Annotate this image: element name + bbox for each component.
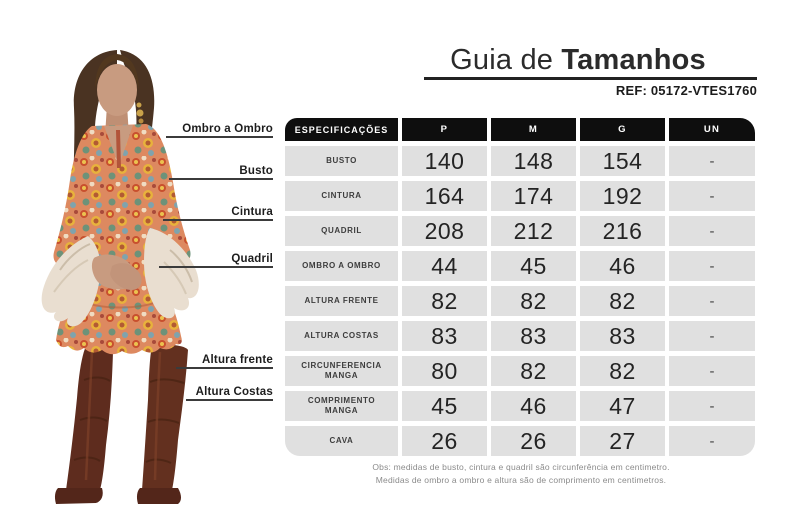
unit-cell: - xyxy=(669,426,755,456)
pointer-line-quadril xyxy=(159,253,273,268)
value-cell: 46 xyxy=(580,251,665,281)
column-header-g: G xyxy=(580,118,665,141)
page-title-regular: Guia de xyxy=(450,44,554,76)
spec-cell: OMBRO A OMBRO xyxy=(285,251,398,281)
value-cell: 80 xyxy=(402,356,487,386)
value-cell: 83 xyxy=(402,321,487,351)
unit-cell: - xyxy=(669,251,755,281)
value-cell: 174 xyxy=(491,181,576,211)
value-cell: 44 xyxy=(402,251,487,281)
label-busto: Busto xyxy=(239,165,273,177)
unit-cell: - xyxy=(669,181,755,211)
pointer-line-cintura xyxy=(163,206,273,221)
value-cell: 83 xyxy=(580,321,665,351)
product-reference: REF: 05172-VTES1760 xyxy=(615,83,757,98)
value-cell: 82 xyxy=(580,286,665,316)
value-cell: 164 xyxy=(402,181,487,211)
label-altura-frente: Altura frente xyxy=(202,354,273,366)
page-title xyxy=(398,44,758,77)
value-cell: 82 xyxy=(491,286,576,316)
notes-line-2: Medidas de ombro a ombro e altura são de comprimento em centimetros. xyxy=(375,474,667,485)
page-title-bold: Tamanhos xyxy=(561,44,706,76)
boots-illustration xyxy=(55,345,188,504)
title-underline xyxy=(424,77,757,80)
pointer-line-altura-frente xyxy=(176,354,273,369)
value-cell: 47 xyxy=(580,391,665,421)
spec-cell: BUSTO xyxy=(285,146,398,176)
value-cell: 148 xyxy=(491,146,576,176)
measurement-notes xyxy=(300,461,742,487)
size-table xyxy=(285,118,755,456)
value-cell: 45 xyxy=(402,391,487,421)
spec-cell: CAVA xyxy=(285,426,398,456)
value-cell: 46 xyxy=(491,391,576,421)
unit-cell: - xyxy=(669,146,755,176)
value-cell: 27 xyxy=(580,426,665,456)
label-ombro-a-ombro: Ombro a Ombro xyxy=(182,123,273,135)
value-cell: 83 xyxy=(491,321,576,351)
unit-cell: - xyxy=(669,356,755,386)
pointer-line-ombro-a-ombro xyxy=(166,123,273,138)
value-cell: 26 xyxy=(402,426,487,456)
pointer-line-altura-costas xyxy=(186,386,273,401)
value-cell: 208 xyxy=(402,216,487,246)
column-header-p: P xyxy=(402,118,487,141)
value-cell: 154 xyxy=(580,146,665,176)
value-cell: 82 xyxy=(402,286,487,316)
unit-cell: - xyxy=(669,321,755,351)
column-header-m: M xyxy=(491,118,576,141)
unit-cell: - xyxy=(669,216,755,246)
value-cell: 26 xyxy=(491,426,576,456)
value-cell: 140 xyxy=(402,146,487,176)
column-header-especificacoes: ESPECIFICAÇÕES xyxy=(285,118,398,141)
unit-cell: - xyxy=(669,286,755,316)
value-cell: 212 xyxy=(491,216,576,246)
value-cell: 82 xyxy=(491,356,576,386)
label-cintura: Cintura xyxy=(231,206,273,218)
notes-line-1: Obs: medidas de busto, cintura e quadril são circunferência em centimetro. xyxy=(372,462,670,472)
spec-cell: QUADRIL xyxy=(285,216,398,246)
value-cell: 216 xyxy=(580,216,665,246)
spec-cell: ALTURA COSTAS xyxy=(285,321,398,351)
spec-cell: ALTURA FRENTE xyxy=(285,286,398,316)
spec-cell: CINTURA xyxy=(285,181,398,211)
value-cell: 192 xyxy=(580,181,665,211)
value-cell: 45 xyxy=(491,251,576,281)
spec-cell: CIRCUNFERENCIA MANGA xyxy=(285,356,398,386)
unit-cell: - xyxy=(669,391,755,421)
pointer-line-busto xyxy=(169,165,273,180)
label-altura-costas: Altura Costas xyxy=(195,386,273,398)
label-quadril: Quadril xyxy=(231,253,273,265)
column-header-un: UN xyxy=(669,118,755,141)
spec-cell: COMPRIMENTO MANGA xyxy=(285,391,398,421)
value-cell: 82 xyxy=(580,356,665,386)
